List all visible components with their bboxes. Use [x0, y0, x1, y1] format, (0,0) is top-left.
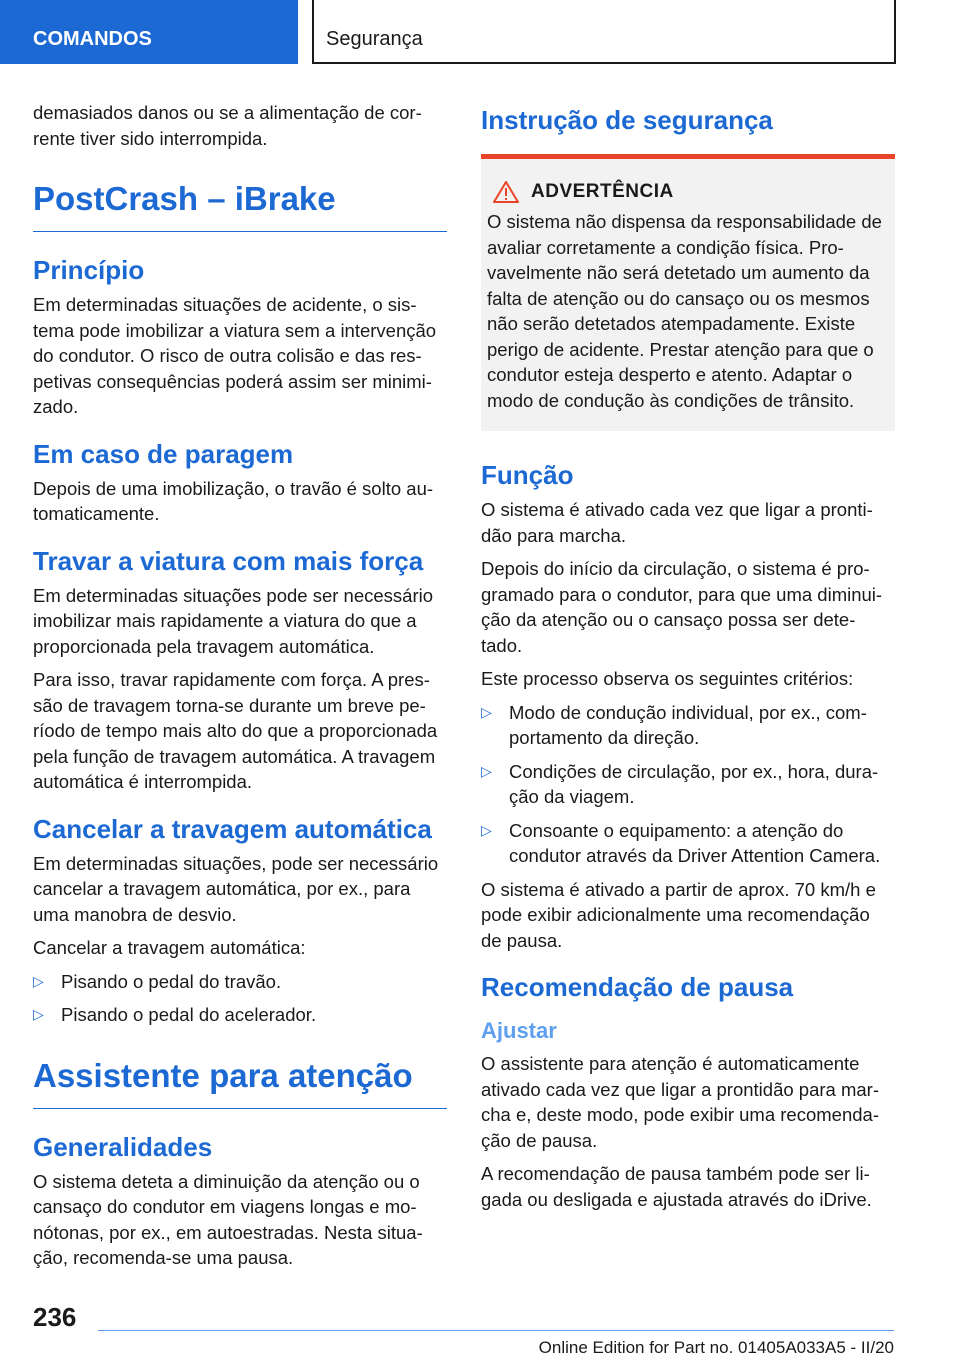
triangle-right-icon: ▷ — [33, 1006, 44, 1022]
intro-paragraph: demasiados danos ou se a alimentação de cor-rente tiver sido interrompida. — [33, 102, 422, 149]
left-column — [33, 100, 447, 1279]
funcao-list — [481, 700, 895, 869]
section-title: Segurança — [312, 0, 896, 64]
funcao-heading: Função — [481, 460, 574, 490]
list-item — [481, 700, 895, 751]
postcrash-heading: PostCrash – iBrake — [33, 179, 447, 232]
travar-text-1: Em determinadas situações pode ser necessário imobilizar mais rapidamente a viatura do que a proporcionada pela travagem automática. — [33, 584, 434, 657]
cancelar-list — [33, 969, 447, 1028]
assistente-heading: Assistente para atenção — [33, 1056, 447, 1109]
warning-header — [487, 181, 885, 203]
triangle-right-icon: ▷ — [33, 972, 44, 989]
paragem-text: Depois de uma imobilização, o travão é solto au-tomaticamente. — [33, 477, 434, 524]
triangle-right-icon: ▷ — [481, 821, 492, 838]
funcao-text-4: O sistema é ativado a partir de aprox. 70 km/h e pode exibir adicionalmente uma recomendação de pausa. — [481, 878, 876, 951]
principio-text: Em determinadas situações de acidente, o sis-tema pode imobilizar a viatura sem a intervenção do condutor. O risco de outra colisão e das res-petivas consequências poderá assim ser minimi-zado. — [33, 294, 437, 417]
list-item — [481, 759, 895, 810]
paragem-heading: Em caso de paragem — [33, 438, 294, 469]
list-item — [33, 1002, 447, 1028]
principio-heading: Princípio — [33, 255, 145, 285]
footer-edition: Online Edition for Part no. 01405A033A5 - II/20 — [538, 1338, 894, 1357]
warning-triangle-icon — [493, 181, 519, 203]
travar-text-2: Para isso, travar rapidamente com força. A pres-são de travagem torna-se durante um breve pe-ríodo de tempo mais alto do que a proporcionada pela função de travagem automática. A travagem automática é interrompida. — [33, 669, 438, 792]
instrucao-heading: Instrução de segurança — [481, 105, 773, 135]
right-column — [481, 100, 895, 1220]
ajustar-text-1: O assistente para atenção é automaticamente ativado cada vez que ligar a prontidão para mar-cha e, deste modo, pode exibir uma recomenda-ção de pausa. — [481, 1053, 879, 1151]
funcao-text-2: Depois do início da circulação, o sistema é pro-gramado para o condutor, para que uma diminui-ção da atenção ou o cansaço possa ser dete-tado. — [481, 558, 883, 656]
cancelar-text-2: Cancelar a travagem automática: — [33, 937, 306, 958]
chapter-tab: COMANDOS — [0, 0, 298, 64]
list-item-text: Modo de condução individual, por ex., com-portamento da direção. — [509, 701, 867, 748]
list-item-text: Consoante o equipamento: a atenção do condutor através da Driver Attention Camera. — [509, 819, 881, 866]
generalidades-heading: Generalidades — [33, 1131, 213, 1162]
cancelar-heading: Cancelar a travagem automática — [33, 813, 432, 844]
list-item-text: Pisando o pedal do acelerador. — [61, 1004, 317, 1025]
warning-text: O sistema não dispensa da responsabilidade de avaliar corretamente a condição física. Pro-vavelmente não será detetado um aumento da falta de atenção ou do cansaço ou os mesmos não serão detetados atempadamente. Existe perigo de acidente. Prestar atenção para que o condutor esteja desperto e atento. Adaptar o modo de condução às condições de trânsito. — [487, 211, 882, 411]
triangle-right-icon: ▷ — [481, 703, 492, 720]
list-item-text: Pisando o pedal do travão. — [61, 970, 282, 992]
funcao-text-1: O sistema é ativado cada vez que ligar a pronti-dão para marcha. — [481, 499, 873, 546]
funcao-text-3: Este processo observa os seguintes critérios: — [481, 668, 854, 689]
travar-heading: Travar a viatura com mais força — [33, 545, 424, 576]
list-item-text: Condições de circulação, por ex., hora, dura-ção da viagem. — [509, 760, 879, 807]
ajustar-heading: Ajustar — [481, 1018, 557, 1043]
list-item — [33, 969, 447, 995]
ajustar-text-2: A recomendação de pausa também pode ser li-gada ou desligada e ajustada através do iDrive. — [481, 1163, 872, 1210]
cancelar-text-1: Em determinadas situações, pode ser necessário cancelar a travagem automática, por ex., para uma manobra de desvio. — [33, 852, 439, 925]
triangle-right-icon: ▷ — [481, 762, 492, 779]
footer-divider — [98, 1330, 894, 1331]
list-item — [481, 818, 895, 869]
warning-box — [481, 154, 895, 431]
recomendacao-heading: Recomendação de pausa — [481, 972, 794, 1002]
page-number: 236 — [33, 1302, 77, 1332]
generalidades-text: O sistema deteta a diminuição da atenção ou o cansaço do condutor em viagens longas e mo-nótonas, por ex., em autoestradas. Nesta situa-ção, recomenda-se uma pausa. — [33, 1170, 423, 1268]
warning-title: ADVERTÊNCIA — [531, 181, 674, 202]
